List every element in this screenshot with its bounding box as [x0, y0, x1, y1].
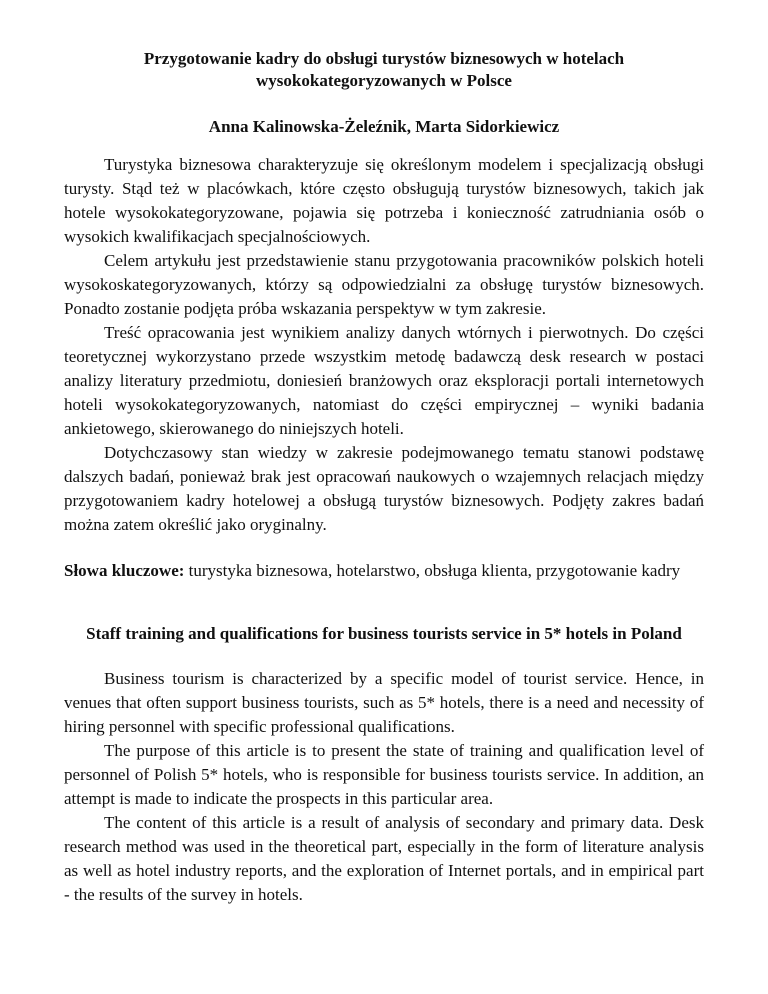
authors: Anna Kalinowska-Żeleźnik, Marta Sidorkiewicz	[208, 117, 560, 136]
keywords-text: turystyka biznesowa, hotelarstwo, obsługa klienta, przygotowanie kadry	[184, 561, 681, 580]
abstract-paragraph: Celem artykułu jest przedstawienie stanu przygotowania pracowników polskich hoteli wysokoskategoryzowanych, którzy są odpowiedzialni za obsługę turystów biznesowych. Ponadto zostanie podjęta próba wskazania perspektyw w tym zakresie.	[64, 251, 704, 318]
abstract-english	[64, 667, 704, 907]
keywords	[64, 559, 704, 583]
abstract-paragraph: Dotychczasowy stan wiedzy w zakresie podejmowanego tematu stanowi podstawę dalszych badań, ponieważ brak jest opracowań naukowych o wzajemnych relacjach między przygotowaniem kadry hotelowej a obsługą turystów biznesowych. Podjęty zakres badań można zatem określić jako oryginalny.	[64, 443, 704, 534]
title-polish: Przygotowanie kadry do obsługi turystów biznesowych w hotelach wysokokategoryzowanych w Polsce	[143, 49, 625, 90]
abstract-polish	[64, 153, 704, 537]
abstract-paragraph: Treść opracowania jest wynikiem analizy danych wtórnych i pierwotnych. Do części teoretycznej wykorzystano przede wszystkim metodę badawczą desk research w postaci analizy literatury przedmiotu, doniesień branżowych oraz eksploracji portali internetowych hoteli wysokokategoryzowanych, natomiast do części empirycznej – wyniki badania ankietowego, skierowanego do niniejszych hoteli.	[64, 323, 704, 438]
title-english: Staff training and qualifications for business tourists service in 5* hotels in Poland	[86, 624, 682, 643]
abstract-paragraph: Business tourism is characterized by a specific model of tourist service. Hence, in venues that often support business tourists, such as 5* hotels, there is a need and necessity of hiring personnel with specific professional qualifications.	[64, 669, 704, 736]
abstract-paragraph: The purpose of this article is to present the state of training and qualification level of personnel of Polish 5* hotels, who is responsible for business tourists service. In addition, an attempt is made to indicate the prospects in this particular area.	[64, 741, 704, 808]
abstract-paragraph: Turystyka biznesowa charakteryzuje się określonym modelem i specjalizacją obsługi turysty. Stąd też w placówkach, które często obsługują turystów biznesowych, takich jak hotele wysokokategoryzowane, pojawia się potrzeba i konieczność zatrudniania osób o wysokich kwalifikacjach specjalnościowych.	[64, 155, 704, 246]
abstract-paragraph: The content of this article is a result of analysis of secondary and primary data. Desk research method was used in the theoretical part, especially in the form of literature analysis as well as hotel industry reports, and the exploration of Internet portals, and in empirical part - the results of the survey in hotels.	[64, 813, 704, 904]
keywords-label: Słowa kluczowe:	[64, 561, 185, 580]
